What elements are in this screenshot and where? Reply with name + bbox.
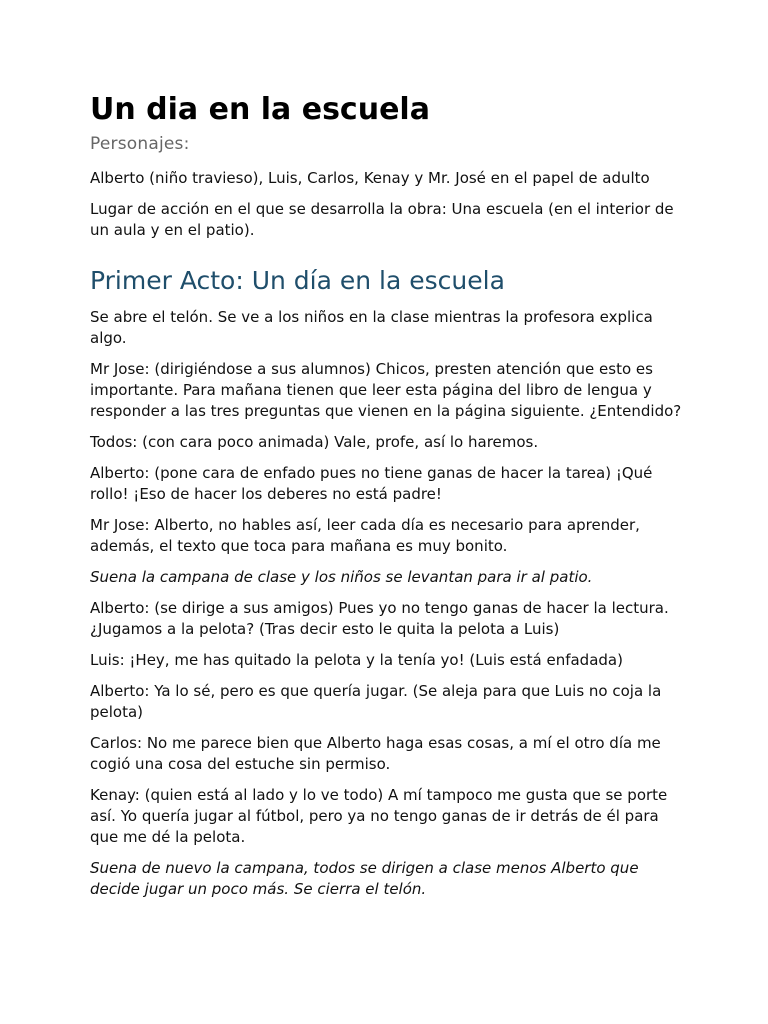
document-page (90, 90, 690, 900)
act-heading: Primer Acto: Un día en la escuela (90, 266, 505, 295)
paragraph: Kenay: (quien está al lado y lo ve todo) A mí tampoco me gusta que se porte así. Yo quería jugar al fútbol, pero ya no tengo ganas de ir detrás de él para que me dé la pelota. (90, 786, 668, 846)
intro-setting: Lugar de acción en el que se desarrolla la obra: Una escuela (en el interior de un aula y en el patio). (90, 200, 674, 239)
paragraph: Se abre el telón. Se ve a los niños en la clase mientras la profesora explica algo. (90, 308, 653, 347)
document-subtitle: Personajes: (90, 134, 190, 154)
stage-direction: Suena la campana de clase y los niños se levantan para ir al patio. (90, 568, 593, 586)
paragraph: Luis: ¡Hey, me has quitado la pelota y la tenía yo! (Luis está enfadada) (90, 651, 623, 669)
paragraph: Alberto: (se dirige a sus amigos) Pues yo no tengo ganas de hacer la lectura. ¿Jugamos a la pelota? (Tras decir esto le quita la pelota a Luis) (90, 599, 669, 638)
paragraph: Carlos: No me parece bien que Alberto haga esas cosas, a mí el otro día me cogió una cosa del estuche sin permiso. (90, 734, 661, 773)
paragraph: Alberto: Ya lo sé, pero es que quería jugar. (Se aleja para que Luis no coja la pelota) (90, 682, 662, 721)
stage-direction: Suena de nuevo la campana, todos se dirigen a clase menos Alberto que decide jugar un poco más. Se cierra el telón. (90, 859, 639, 898)
paragraph: Alberto: (pone cara de enfado pues no tiene ganas de hacer la tarea) ¡Qué rollo! ¡Eso de hacer los deberes no está padre! (90, 464, 653, 503)
paragraph: Todos: (con cara poco animada) Vale, profe, así lo haremos. (90, 433, 539, 451)
intro-characters: Alberto (niño travieso), Luis, Carlos, Kenay y Mr. José en el papel de adulto (90, 169, 650, 187)
document-title: Un dia en la escuela (90, 92, 430, 127)
paragraph: Mr Jose: (dirigiéndose a sus alumnos) Chicos, presten atención que esto es importante. Para mañana tienen que leer esta página del libro de lengua y responder a las tres preguntas que vienen en la página siguiente. ¿Entendido? (90, 360, 682, 420)
paragraph: Mr Jose: Alberto, no hables así, leer cada día es necesario para aprender, además, el texto que toca para mañana es muy bonito. (90, 516, 640, 555)
